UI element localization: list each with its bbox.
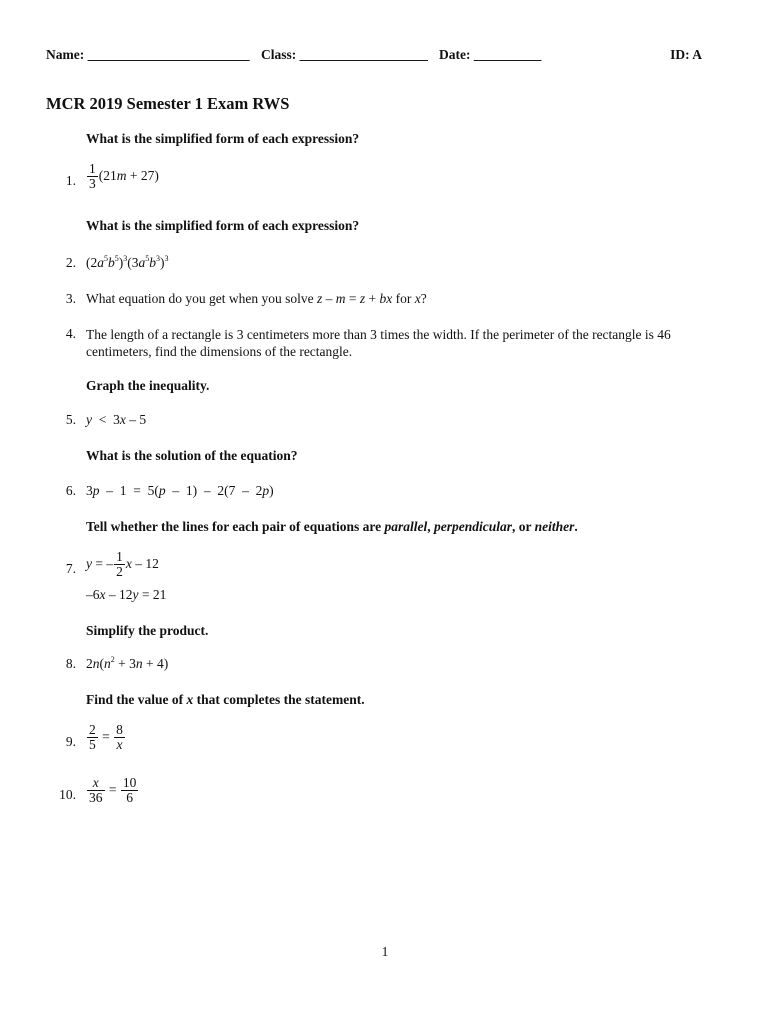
instruction: Find the value of x that completes the statement. xyxy=(86,692,365,707)
question-1: $\frac{1}{3}$ (21m + 27) xyxy=(89,161,159,192)
question-10: $\frac{x}{36}$ = $\frac{10}{6}$ xyxy=(89,775,137,806)
question-2: $(2a^5b^5)^3(3a^5b^3)^3$ xyxy=(86,254,169,270)
question-4: The length of a rectangle is 3 centimeters more than 3 times the width. If the perimeter of the rectangle is 46 centimeters, find the dimensions of the rectangle. xyxy=(86,327,671,359)
fraction: $\frac{2}{5}$ xyxy=(89,722,96,753)
question-8: $2n(n^2 + 3n + 4)$ xyxy=(86,655,169,671)
fraction: $\frac{1}{3}$ xyxy=(89,161,96,192)
fraction: $\frac{x}{36}$ xyxy=(89,775,103,806)
question-number: 10. xyxy=(59,787,76,802)
question-number: 3. xyxy=(65,291,76,306)
question-7-line-2: –6x – 12y = 21 xyxy=(86,587,167,602)
name-field-label: Name: ________________________ xyxy=(46,47,250,62)
page-title: MCR 2019 Semester 1 Exam RWS xyxy=(46,94,290,113)
question-number: 5. xyxy=(65,412,76,427)
question-number: 9. xyxy=(65,734,76,749)
class-field-label: Class: ___________________ xyxy=(261,47,428,62)
question-9: $\frac{2}{5}$ = $\frac{8}{x}$ xyxy=(89,722,123,753)
question-number: 8. xyxy=(65,656,76,671)
question-number: 2. xyxy=(65,255,76,270)
header xyxy=(46,47,702,65)
instruction: Graph the inequality. xyxy=(86,378,210,393)
instruction: What is the simplified form of each expression? xyxy=(86,218,360,233)
question-number: 7. xyxy=(65,561,76,576)
question-6: 3p – 1 = 5(p – 1) – 2(7 – 2p) xyxy=(86,483,274,498)
fraction: $\frac{10}{6}$ xyxy=(122,775,137,806)
page-number: 1 xyxy=(381,944,389,959)
question-3: What equation do you get when you solve z – m = z + bx for x? xyxy=(86,291,427,306)
instruction: Simplify the product. xyxy=(86,623,209,638)
question-7-line-1: y = – $\frac{1}{2}$ x – 12 xyxy=(86,549,159,580)
instruction: Tell whether the lines for each pair of equations are parallel, perpendicular, or neither. xyxy=(86,519,578,534)
id-label: ID: A xyxy=(670,47,702,62)
question-number: 4. xyxy=(65,326,76,341)
fraction: $\frac{1}{2}$ xyxy=(116,549,123,580)
question-number: 6. xyxy=(65,483,76,498)
instruction: What is the simplified form of each expression? xyxy=(86,131,360,146)
fraction: $\frac{8}{x}$ xyxy=(116,722,123,753)
question-5: y < 3x – 5 xyxy=(86,412,147,427)
question-number: 1. xyxy=(65,173,76,188)
date-field-label: Date: __________ xyxy=(439,47,542,62)
instruction: What is the solution of the equation? xyxy=(86,448,298,463)
